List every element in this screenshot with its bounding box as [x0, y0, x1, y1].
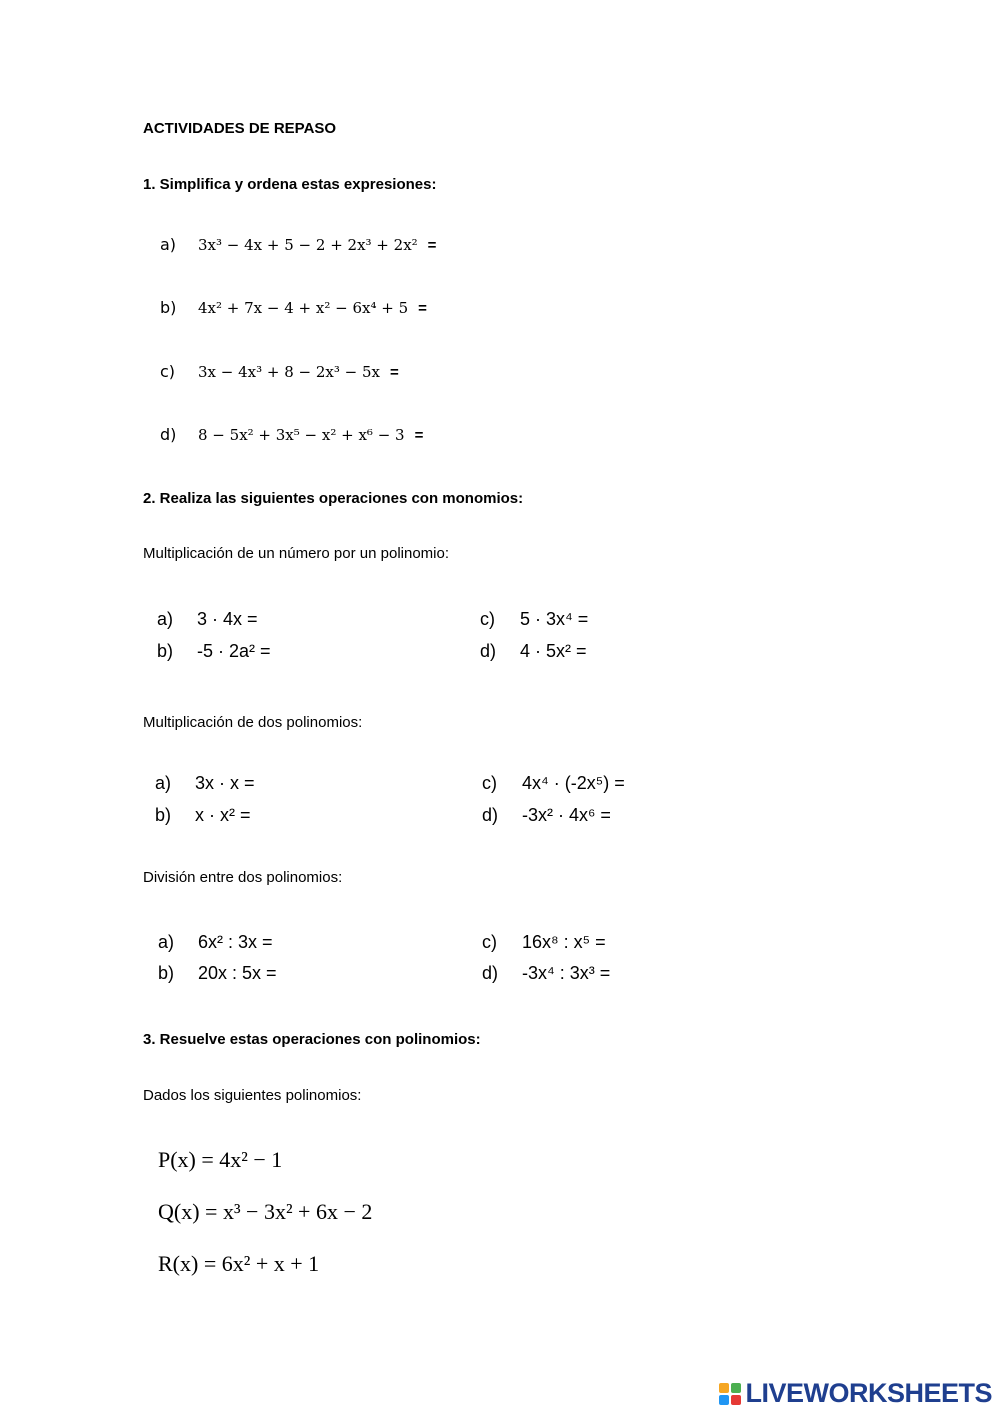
liveworksheets-mark-icon — [719, 1383, 741, 1405]
s2-g2-item-d-label: d) — [482, 805, 499, 825]
s2-g2-item-c-expr: 4x⁴ · (-2x⁵) = — [522, 773, 625, 793]
s2-g3-item-d-expr: -3x⁴ : 3x³ = — [522, 963, 611, 983]
liveworksheets-wordmark: LIVEWORKSHEETS — [745, 1378, 992, 1408]
polynomial-p: P(x) = 4x² − 1 — [158, 1147, 283, 1172]
s1-item-d — [160, 425, 423, 444]
s2-g3-item-d-label: d) — [482, 963, 499, 983]
s2-g1-item-d — [480, 641, 587, 662]
s1-item-b — [160, 298, 427, 317]
s1-item-c-label: c) — [160, 362, 176, 381]
s1-item-a-expr: 3x³ − 4x + 5 − 2 + 2x³ + 2x² — [198, 236, 418, 254]
s2-g3-item-c — [482, 932, 606, 953]
s2-group1-intro: Multiplicación de un número por un polinomio: — [143, 545, 450, 562]
section-3-heading: 3. Resuelve estas operaciones con polinomios: — [143, 1031, 481, 1048]
s2-g2-item-a-expr: 3x · x = — [195, 773, 255, 793]
s2-g1-item-d-label: d) — [480, 641, 497, 661]
s1-item-b-eq: = — [418, 300, 427, 317]
polynomial-r: R(x) = 6x² + x + 1 — [158, 1251, 320, 1276]
s2-g2-item-d — [482, 805, 611, 826]
page-title: ACTIVIDADES DE REPASO — [143, 120, 337, 137]
s1-item-b-label: b) — [160, 298, 177, 317]
s2-g3-item-b-expr: 20x : 5x = — [198, 963, 277, 983]
s1-item-c-eq: = — [390, 364, 399, 381]
s1-item-a-eq: = — [427, 237, 437, 254]
s2-g1-item-b — [157, 641, 271, 662]
section-2-heading: 2. Realiza las siguientes operaciones con monomios: — [143, 490, 524, 507]
s2-g2-item-b-label: b) — [155, 805, 172, 825]
s2-g1-item-b-expr: -5 · 2a² = — [197, 641, 271, 661]
s1-item-c-expr: 3x − 4x³ + 8 − 2x³ − 5x — [198, 363, 380, 381]
s2-g3-item-b — [158, 963, 277, 984]
s2-g2-item-a-label: a) — [155, 773, 172, 793]
s2-g3-item-a-expr: 6x² : 3x = — [198, 932, 273, 952]
s2-g2-item-c — [482, 773, 625, 794]
s2-g1-item-d-expr: 4 · 5x² = — [520, 641, 587, 661]
liveworksheets-logo — [719, 1378, 992, 1409]
s2-g2-item-b-expr: x · x² = — [195, 805, 251, 825]
s2-g2-item-b — [155, 805, 251, 826]
s2-g3-item-c-expr: 16x⁸ : x⁵ = — [522, 932, 606, 952]
s2-g3-item-a-label: a) — [158, 932, 175, 952]
s2-g3-item-d — [482, 963, 610, 984]
section-1-heading: 1. Simplifica y ordena estas expresiones: — [143, 176, 437, 193]
s2-g1-item-b-label: b) — [157, 641, 174, 661]
s2-g1-item-c — [480, 609, 588, 630]
s1-item-c — [160, 362, 399, 381]
s1-item-a — [160, 235, 436, 254]
s2-g1-item-a — [157, 609, 258, 630]
s2-group3-intro: División entre dos polinomios: — [143, 869, 343, 886]
s2-g2-item-a — [155, 773, 255, 794]
s2-g1-item-c-label: c) — [480, 609, 495, 629]
s2-g3-item-c-label: c) — [482, 932, 497, 952]
polynomial-q: Q(x) = x³ − 3x² + 6x − 2 — [158, 1199, 373, 1224]
s1-item-b-expr: 4x² + 7x − 4 + x² − 6x⁴ + 5 — [198, 299, 409, 317]
s1-item-d-eq: = — [414, 427, 424, 444]
s2-g2-item-c-label: c) — [482, 773, 497, 793]
s1-item-d-label: d) — [160, 425, 177, 444]
section-3-intro: Dados los siguientes polinomios: — [143, 1087, 362, 1104]
s2-group2-intro: Multiplicación de dos polinomios: — [143, 714, 363, 731]
s2-g1-item-c-expr: 5 · 3x⁴ = — [520, 609, 589, 629]
s2-g3-item-a — [158, 932, 273, 953]
s1-item-a-label: a) — [160, 235, 177, 254]
s1-item-d-expr: 8 − 5x² + 3x⁵ − x² + x⁶ − 3 — [198, 426, 405, 444]
s2-g1-item-a-expr: 3 · 4x = — [197, 609, 258, 629]
s2-g2-item-d-expr: -3x² · 4x⁶ = — [522, 805, 611, 825]
s2-g3-item-b-label: b) — [158, 963, 175, 983]
s2-g1-item-a-label: a) — [157, 609, 174, 629]
